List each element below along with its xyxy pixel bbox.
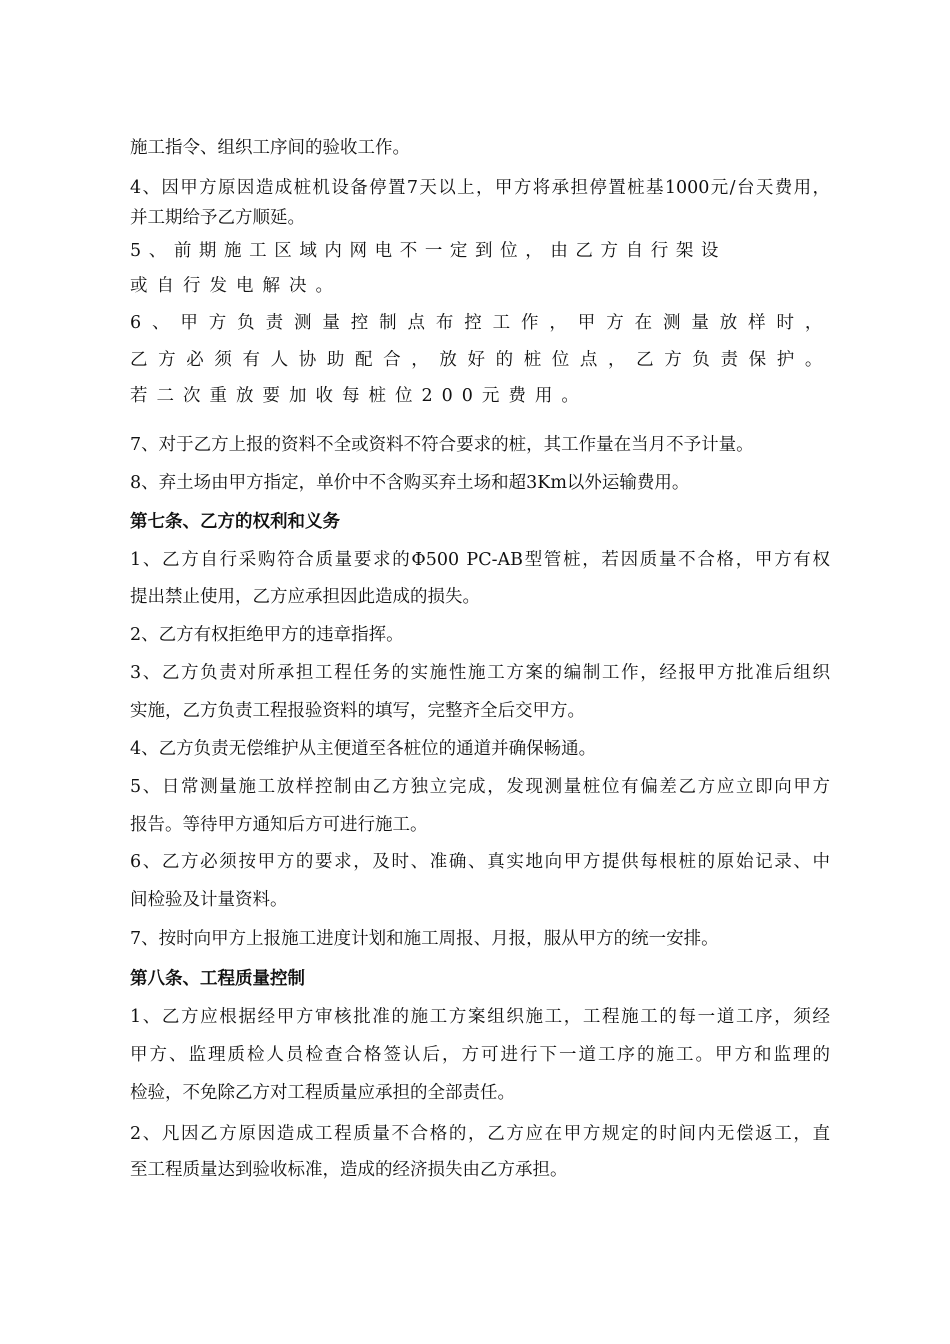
text-line: 4、因甲方原因造成桩机设备停置7天以上，甲方将承担停置桩基1000元/台天费用， [130,178,830,198]
text-line: 实施，乙方负责工程报验资料的填写，完整齐全后交甲方。 [130,701,585,721]
text-line: 4、乙方负责无偿维护从主便道至各桩位的通道并确保畅通。 [130,739,597,759]
text-line: 7、按时向甲方上报施工进度计划和施工周报、月报，服从甲方的统一安排。 [130,929,719,949]
text-line: 6、乙方必须按甲方的要求，及时、准确、真实地向甲方提供每根桩的原始记录、中 [130,852,830,872]
text-line: 乙方必须有人协助配合，放好的桩位点，乙方负责保护。 [130,350,830,370]
section-heading: 第七条、乙方的权利和义务 [130,512,340,532]
text-line: 报告。等待甲方通知后方可进行施工。 [130,815,428,835]
text-line: 或自行发电解决。 [130,276,342,296]
text-line: 3、乙方负责对所承担工程任务的实施性施工方案的编制工作，经报甲方批准后组织 [130,663,830,683]
text-line: 7、对于乙方上报的资料不全或资料不符合要求的桩，其工作量在当月不予计量。 [130,435,754,455]
text-line: 并工期给予乙方顺延。 [130,208,305,228]
text-line: 2、乙方有权拒绝甲方的违章指挥。 [130,625,404,645]
text-line: 2、凡因乙方原因造成工程质量不合格的，乙方应在甲方规定的时间内无偿返工，直 [130,1124,830,1144]
text-line: 间检验及计量资料。 [130,890,288,910]
text-line: 提出禁止使用，乙方应承担因此造成的损失。 [130,587,480,607]
text-line: 1、乙方应根据经甲方审核批准的施工方案组织施工，工程施工的每一道工序，须经 [130,1007,830,1027]
text-line: 5、日常测量施工放样控制由乙方独立完成，发现测量桩位有偏差乙方应立即向甲方 [130,777,830,797]
text-line: 6、甲方负责测量控制点布控工作，甲方在测量放样时， [130,313,830,333]
text-line: 1、乙方自行采购符合质量要求的Φ500 PC-AB型管桩，若因质量不合格，甲方有权 [130,550,830,570]
section-heading: 第八条、工程质量控制 [130,969,305,989]
text-line: 检验，不免除乙方对工程质量应承担的全部责任。 [130,1083,515,1103]
text-line: 至工程质量达到验收标准，造成的经济损失由乙方承担。 [130,1160,568,1180]
text-line: 甲方、监理质检人员检查合格签认后，方可进行下一道工序的施工。甲方和监理的 [130,1045,830,1065]
text-line: 8、弃土场由甲方指定，单价中不含购买弃土场和超3Km以外运输费用。 [130,473,690,493]
text-line: 若二次重放要加收每桩位200元费用。 [130,386,588,406]
text-line: 5、前期施工区域内网电不一定到位，由乙方自行架设 [130,241,727,261]
text-line: 施工指令、组织工序间的验收工作。 [130,138,410,158]
